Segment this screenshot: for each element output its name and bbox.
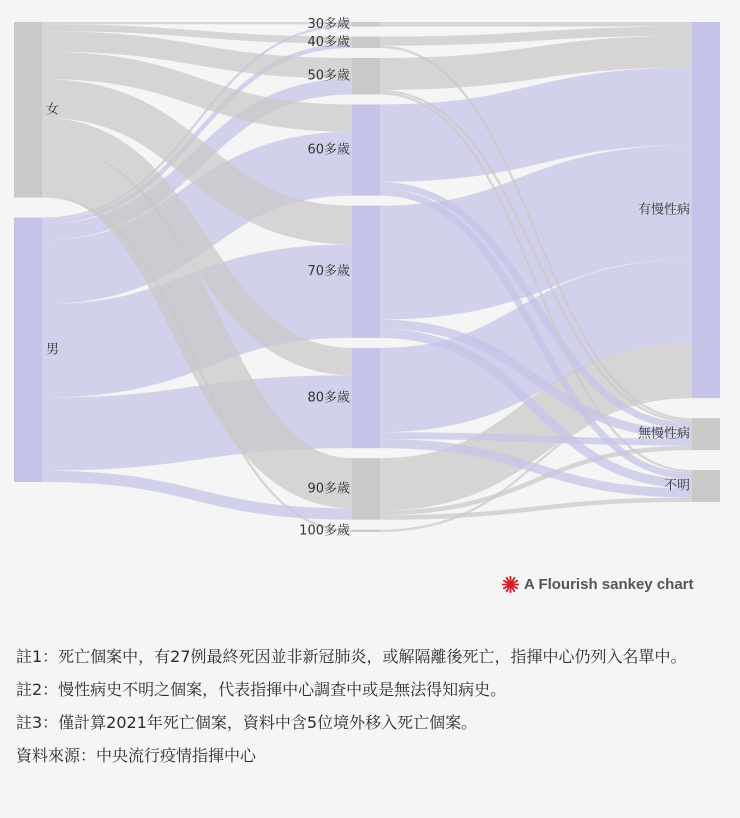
flourish-credit[interactable] [502, 576, 694, 593]
node-30多歲[interactable] [352, 22, 380, 27]
node-label-男: 男 [46, 342, 60, 358]
node-label-70多歲: 70多歲 [307, 264, 350, 280]
node-90多歲[interactable] [352, 458, 380, 520]
footnotes [16, 640, 728, 772]
node-label-40多歲: 40多歲 [307, 34, 350, 50]
source-note: 資料來源：中央流行疫情指揮中心 [16, 746, 257, 765]
node-label-100多歲: 100多歲 [299, 523, 350, 539]
node-50多歲[interactable] [352, 58, 380, 94]
link-男-80多歲[interactable] [42, 412, 352, 434]
node-女[interactable] [14, 22, 42, 198]
node-label-30多歲: 30多歲 [307, 16, 350, 32]
node-label-無慢性病: 無慢性病 [637, 426, 690, 442]
node-有慢性病[interactable] [692, 22, 720, 398]
note-1: 註1：死亡個案中，有27例最終死因並非新冠肺炎，或解隔離後死亡，指揮中心仍列入名單中。 [16, 647, 687, 666]
node-不明[interactable] [692, 470, 720, 502]
node-60多歲[interactable] [352, 104, 380, 195]
node-80多歲[interactable] [352, 348, 380, 448]
node-label-有慢性病: 有慢性病 [637, 202, 690, 218]
node-label-不明: 不明 [663, 478, 690, 494]
node-男[interactable] [14, 218, 42, 482]
node-label-80多歲: 80多歲 [307, 390, 350, 406]
node-label-90多歲: 90多歲 [307, 481, 350, 497]
node-70多歲[interactable] [352, 206, 380, 338]
node-label-60多歲: 60多歲 [307, 142, 350, 158]
node-label-50多歲: 50多歲 [307, 68, 350, 84]
node-100多歲[interactable] [352, 530, 380, 532]
flourish-burst-icon [502, 576, 519, 593]
link-60多歲-有慢性病[interactable] [380, 106, 692, 143]
note-3: 註3：僅計算2021年死亡個案，資料中含5位境外移入死亡個案。 [16, 713, 478, 732]
credit-text: A Flourish sankey chart [524, 576, 694, 593]
node-label-女: 女 [46, 102, 60, 118]
note-2: 註2：慢性病史不明之個案，代表指揮中心調查中或是無法得知病史。 [16, 680, 507, 699]
node-40多歲[interactable] [352, 37, 380, 48]
node-無慢性病[interactable] [692, 418, 720, 450]
